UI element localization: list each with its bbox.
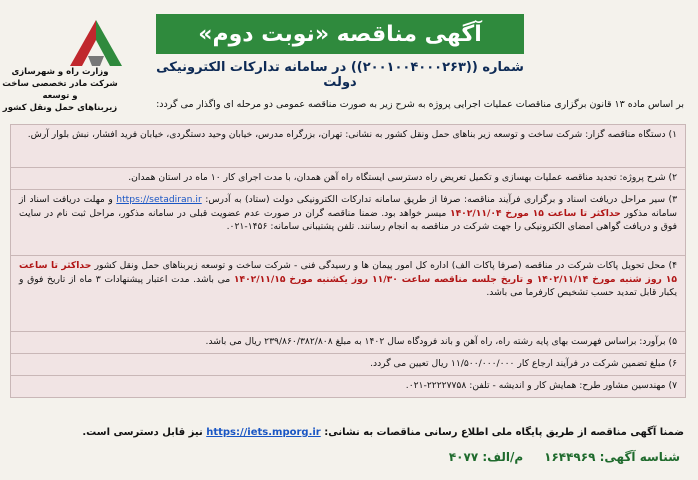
notice-number: شماره ((۲۰۰۱۰۰۴۰۰۰۲۶۳)) در سامانه تدارکات الکترونیکی دولت (156, 60, 524, 90)
item-1: ۱) دستگاه مناقصه گزار: شرکت ساخت و توسعه زیر بناهای حمل ونقل کشور به نشانی: تهران، بزرگراه مدرس، خیابان وحید دستگردی، خیابان فرید افشار، نبش بلوار آرش. (10, 124, 686, 168)
item-4-text-b: می باشد. مدت اعتبار پیشنهادات ۳ ماه از تاریخ فوق و یکبار قابل تمدید حسب تشخیص کارفرما می باشد. (19, 273, 677, 298)
intro-text: بر اساس ماده ۱۳ قانون برگزاری مناقصات عملیات اجرایی پروژه به شرح زیر به صورت مناقصه عمومی دو مرحله ای واگذار می گردد: (156, 99, 684, 110)
item-2: ۲) شرح پروژه: تجدید مناقصه عملیات بهسازی و تکمیل تعریض راه دسترسی ایستگاه راه آهن همدان، با مدت اجرای کار ۱۰ ماه در استان همدان. (10, 168, 686, 190)
item-3-text-a: ۳) سیر مراحل دریافت اسناد و برگزاری فرآیند مناقصه: صرفا از طریق سامانه تدارکات الکترونیکی دولت (ستاد) به آدرس: (205, 194, 678, 205)
item-6: ۶) مبلغ تضمین شرکت در فرآیند ارجاع کار ۱۱/۵۰۰/۰۰۰/۰۰۰ ریال تعیین می گردد. (10, 354, 686, 376)
item-7: ۷) مهندسین مشاور طرح: همایش کار و اندیشه - تلفن: ۲۲۲۲۷۷۵۸-۰۲۱. (10, 376, 686, 398)
item-3 (10, 190, 686, 256)
item-5: ۵) برآورد: براساس فهرست بهای پایه رشته راه، راه آهن و باند فرودگاه سال ۱۴۰۲ به مبلغ ۲۳۹/۸۶۰/۳۸۲/۸۰۸ ریال می باشد. (10, 332, 686, 354)
item-4 (10, 256, 686, 332)
notice-id: شناسه آگهی: ۱۶۴۴۹۶۹ (544, 450, 680, 464)
item-3-text-c: میسر خواهد بود. ضمنا مناقصه گران در صورت عدم عضویت قبلی در سامانه مذکور، مراحل ثبت نام در سایت فوق و دریافت گواهی امضای الکترونیکی را جهت شرکت در مناقصه به انجام رسانند. تلفن پشتیبانی سامانه: ۱۴۵۶-۰۲۱. (19, 207, 677, 232)
iets-link[interactable]: https://iets.mporg.ir (206, 427, 321, 438)
footer-text-b: نیز قابل دسترسی است. (82, 427, 203, 438)
footer-text-a: ضمنا آگهی مناقصه از طریق پایگاه ملی اطلاع رسانی مناقصات به نشانی: (324, 427, 684, 438)
footer-ids (180, 450, 680, 464)
item-4-deadline: حداکثر تا ساعت ۱۵ روز شنبه مورخ ۱۴۰۲/۱۱/۱۴ و تاریخ جلسه مناقصه ساعت ۱۱/۳۰ روز یکشنبه مورخ ۱۴۰۲/۱۱/۱۵ (19, 260, 677, 285)
org-line-1: وزارت راه و شهرسازی (11, 67, 109, 77)
footer-access-line (14, 426, 684, 440)
setad-link[interactable]: https://setadiran.ir (116, 194, 202, 205)
reference-number: م/الف: ۴۰۷۷ (448, 450, 524, 464)
org-line-3: زیربناهای حمل ونقل کشور (2, 103, 118, 113)
item-4-text-a: ۴) محل تحویل پاکات شرکت در مناقصه (صرفا پاکات الف) اداره کل امور پیمان ها و رسیدگی فنی - شرکت ساخت و توسعه زیربناهای حمل ونقل کشور (94, 260, 678, 271)
item-3-text-b: و مهلت دریافت اسناد از سامانه مذکور (19, 194, 678, 219)
org-line-2: شرکت مادر تخصصی ساخت و توسعه (2, 79, 118, 101)
item-3-deadline: حداکثر تا ساعت ۱۵ مورخ ۱۴۰۲/۱۱/۰۴ (449, 207, 621, 219)
notice-banner: آگهی مناقصه «نوبت دوم» (156, 14, 524, 54)
